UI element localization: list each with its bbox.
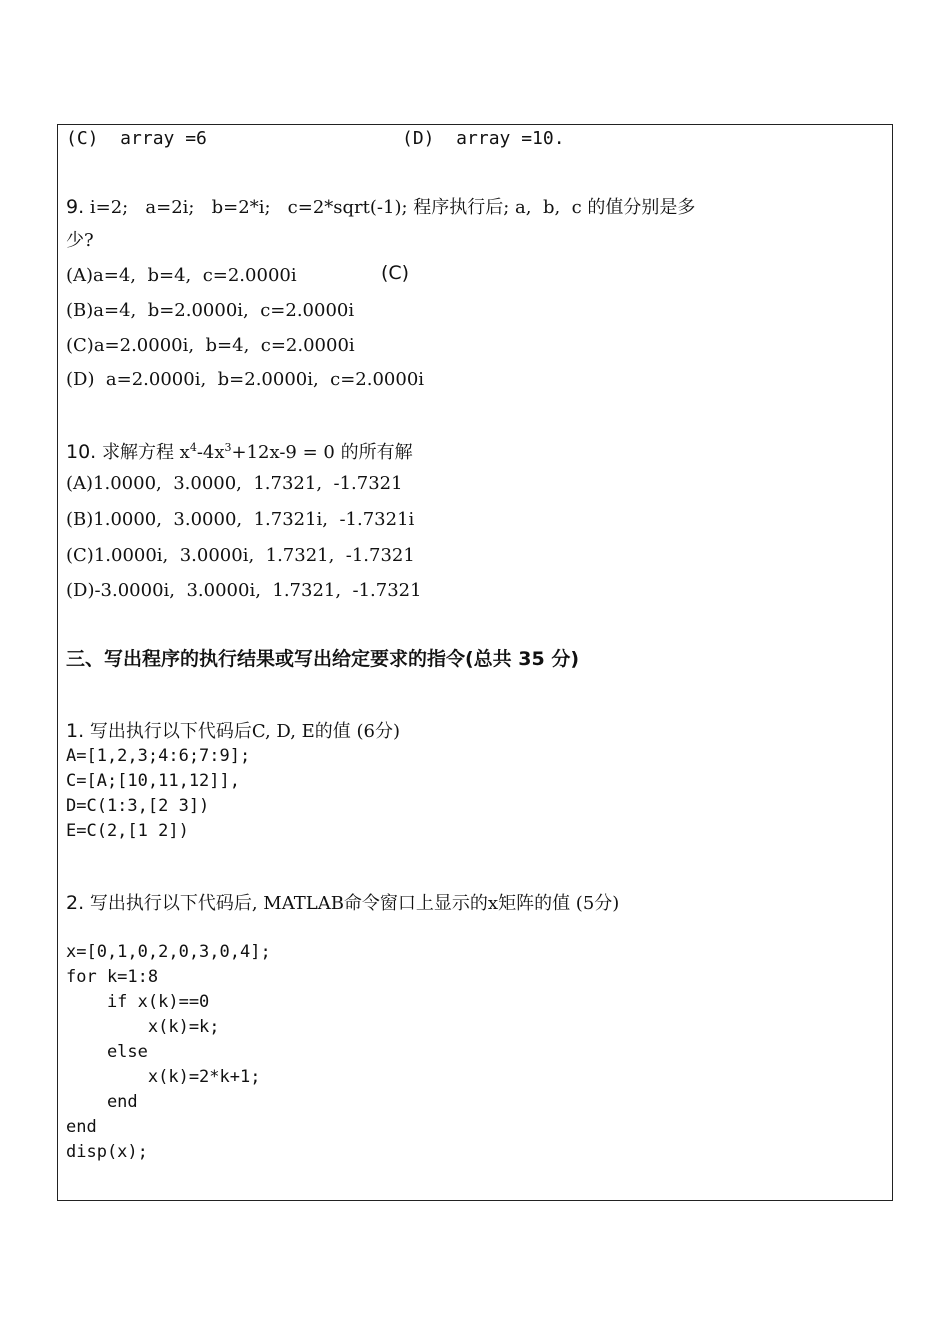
p2-code-line: x=[0,1,0,2,0,3,0,4]; xyxy=(66,942,271,962)
q8-option-d: (D) array =10. xyxy=(402,128,565,149)
p2-code-line: disp(x); xyxy=(66,1142,148,1162)
section-3-title: 三、写出程序的执行结果或写出给定要求的指令(总共 35 分) xyxy=(66,648,580,670)
q9-number: 9. xyxy=(66,196,85,218)
p2-code-line: for k=1:8 xyxy=(66,967,159,987)
q10-exp-4: 4 xyxy=(189,441,197,454)
p1-code-line: C=[A;[10,11,12]], xyxy=(66,771,240,791)
p2-code-line: if x(k)==0 xyxy=(66,992,210,1012)
q10-option-b: (B)1.0000, 3.0000, 1.7321i, -1.7321i xyxy=(66,509,415,530)
q10-stem-a: 求解方程 x xyxy=(96,442,190,463)
p2-code-line: end xyxy=(66,1117,97,1137)
q9-option-d: (D) a=2.0000i, b=2.0000i, c=2.0000i xyxy=(66,369,425,390)
p2-code-line: x(k)=2*k+1; xyxy=(66,1067,261,1087)
q10-option-a: (A)1.0000, 3.0000, 1.7321, -1.7321 xyxy=(66,473,403,494)
p1-code-line: E=C(2,[1 2]) xyxy=(66,821,189,841)
q9-answer: (C) xyxy=(381,262,410,284)
q10-exp-3: 3 xyxy=(224,441,232,454)
p1-number: 1. xyxy=(66,720,85,742)
q10-number: 10. xyxy=(66,441,97,463)
p2-number: 2. xyxy=(66,892,85,914)
p2-stem-text: 写出执行以下代码后, MATLAB命令窗口上显示的x矩阵的值 (5分) xyxy=(84,893,620,914)
q9-stem xyxy=(66,195,695,220)
q9-stem-cont: 少? xyxy=(66,230,94,251)
p1-stem xyxy=(66,719,400,744)
q9-option-b: (B)a=4, b=2.0000i, c=2.0000i xyxy=(66,300,355,321)
p1-code-line: D=C(1:3,[2 3]) xyxy=(66,796,210,816)
q10-stem xyxy=(66,436,413,465)
q9-stem-text: i=2; a=2i; b=2*i; c=2*sqrt(-1); 程序执行后; a, b, c 的值分别是多 xyxy=(84,197,696,218)
q9-option-a: (A)a=4, b=4, c=2.0000i xyxy=(66,265,297,286)
p2-code-line: end xyxy=(66,1092,138,1112)
p2-code-line: else xyxy=(66,1042,148,1062)
q10-stem-b: -4x xyxy=(196,442,225,463)
p2-stem xyxy=(66,891,619,916)
p2-code-line: x(k)=k; xyxy=(66,1017,220,1037)
q9-option-c: (C)a=2.0000i, b=4, c=2.0000i xyxy=(66,335,355,356)
q10-option-c: (C)1.0000i, 3.0000i, 1.7321, -1.7321 xyxy=(66,545,415,566)
p1-stem-text: 写出执行以下代码后C, D, E的值 (6分) xyxy=(84,721,401,742)
p1-code-line: A=[1,2,3;4:6;7:9]; xyxy=(66,746,251,766)
q8-option-c: (C) array =6 xyxy=(66,128,207,149)
q10-option-d: (D)-3.0000i, 3.0000i, 1.7321, -1.7321 xyxy=(66,580,422,601)
q10-stem-c: +12x-9 = 0 的所有解 xyxy=(231,442,413,463)
